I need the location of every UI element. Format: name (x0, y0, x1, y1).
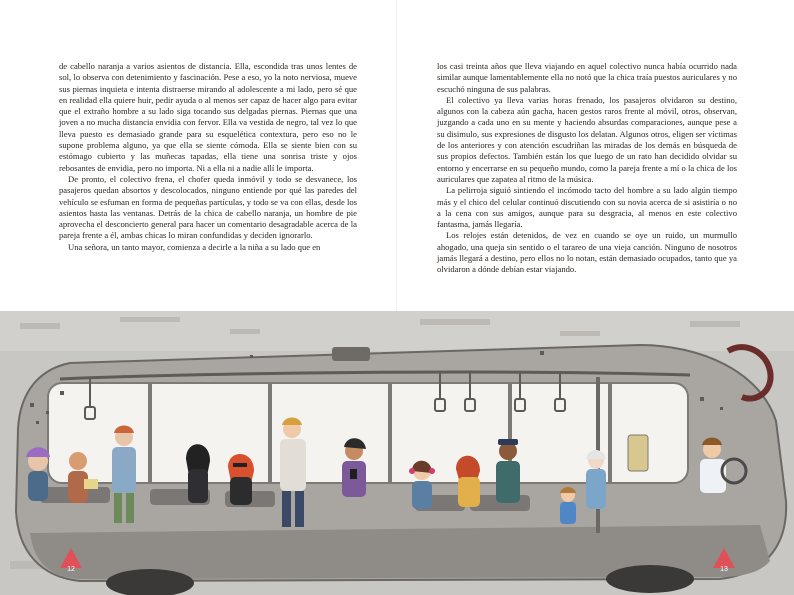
passenger-old-lady (586, 450, 606, 509)
passenger-laughing-woman (456, 456, 480, 507)
passenger-child (560, 487, 576, 524)
right-page-number: 13 (720, 566, 728, 573)
paragraph: Una señora, un tanto mayor, comienza a decirle a la niña a su lado que en (68, 241, 321, 252)
paragraph: de cabello naranja a varios asientos de distancia. Ella, escondida tras unos lentes de sol, lo observa con detenimiento y fascinación. Pese a eso, yo la noto nerviosa, mueve sus piernas inquieta e intenta distraerse mirando al adolescente a mi lado, pero sé que en realidad ella quiere huir, pedir ayuda o al menos ser capaz de hacer algo para evitar que el extraño hombre a su lado siga tocando sus delgadas piernas. Piernas que una joven a no mucha distancia envidia con fervor. Ella va vestida de negro, tal vez lo que lleva puesto es demasiado grande para su esquelética contextura, pero eso no le supone problema alguno, ya que ella se siente cómoda. Ella se siente bien con su estómago cubierto y las muñecas tapadas, ella tiene una sonrisa triste y ojos rebosantes de envidia, pero no importa. Ni a ella ni a nadie allí le importa. (59, 61, 357, 173)
window-band (48, 383, 688, 483)
left-text-column (59, 61, 357, 253)
paragraph: La pelirroja siguió sintiendo el incómodo tacto del hombre a su lado algún tiempo más y el chico del celular continuó discutiendo con su novia acerca de si asistiría o no a la cena con sus amigos, aunque para su desgracia, al menos en este colectivo fantasma, jamás llegaría. (437, 185, 737, 230)
passenger-black-hair (186, 444, 210, 503)
paragraph: los casi treinta años que lleva viajando en aquel colectivo nunca había ocurrido nada similar aunque lamentablemente ella no notó que la chica traía puestos auriculares y no escuchó ninguna de sus palabras. (437, 61, 737, 94)
right-text-column (437, 61, 737, 276)
front-wheel (606, 565, 694, 593)
paragraph: Los relojes están detenidos, de vez en cuando se oye un ruido, un murmullo ahogado, una queja sin sentido o el tarareo de una vieja canción. Ninguno de nosotros jamás llegará a destino, pero ellos no lo notan, están demasiado ocupados, tanto que ya olvidaron a dónde debían estar viajando. (437, 230, 737, 275)
passenger-phone-boy (342, 438, 366, 497)
left-page-number: 12 (67, 566, 75, 573)
roof-sign (332, 347, 370, 361)
passenger-redhead-sunglasses (228, 454, 254, 505)
passenger-cap-man (496, 439, 520, 503)
paragraph: De pronto, el colectivo frena, el chofer queda inmóvil y todo se desvanece, los pasajeros quedan absortos y descolocados, ninguno entiende por qué las paredes del vehículo se esfuman en forma de pequeñas partículas, y todo se va con ellas, desde los asientos hasta las ventanas. Detrás de la chica de cabello naranja, un hombre de pie aprovecha el desconcierto general para hacer un comentario desagradable acerca de la pareja frente a él, ambas chicas lo miran confundidas y deciden ignorarlo. (59, 173, 357, 241)
ticket-machine (628, 435, 648, 471)
passenger-purple-hair (26, 447, 50, 501)
bus-illustration (0, 311, 794, 595)
paragraph: El colectivo ya lleva varias horas frenado, los pasajeros olvidaron su destino, algunos con la cabeza aún gacha, hacen gestos raros frente al móvil, otros, observan, juzgando a cada uno en su mente y haciendo absurdas comparaciones, aunque pese a su disimulo, sus expresiones de disgusto los delatan. Algunos otros, eligen ser víctimas de los anteriores y con atención escudriñan las miradas de los demás en búsqueda de sus propios defectos. También están los que luego de un rato han decidido olvidar su entorno y encerrarse en su pequeño mundo, como la pareja frente a mí o la chica de los auriculares que zapatea al ritmo de la música. (437, 94, 737, 184)
passenger-headphones-girl (409, 461, 435, 509)
